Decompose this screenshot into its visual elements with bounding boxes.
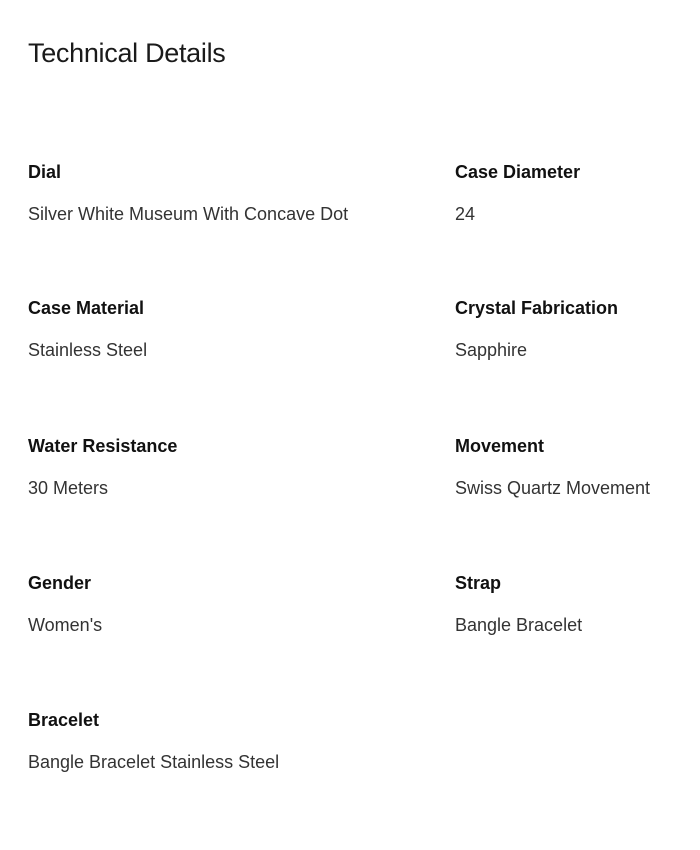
detail-value: Bangle Bracelet — [455, 615, 583, 635]
detail-label: Case Diameter — [455, 162, 581, 182]
page-title: Technical Details — [28, 38, 226, 68]
detail-water-resistance — [28, 435, 177, 499]
detail-label: Crystal Fabrication — [455, 298, 619, 318]
detail-label: Bracelet — [28, 710, 100, 730]
detail-label: Strap — [455, 573, 502, 593]
detail-label: Movement — [455, 436, 545, 456]
detail-gender — [28, 572, 102, 636]
detail-value: Swiss Quartz Movement — [455, 478, 651, 498]
detail-value: Silver White Museum With Concave Dot — [28, 204, 349, 224]
detail-case-material — [28, 297, 147, 361]
detail-value: Bangle Bracelet Stainless Steel — [28, 752, 280, 772]
detail-label: Gender — [28, 573, 92, 593]
detail-strap — [455, 572, 582, 636]
detail-bracelet — [28, 709, 279, 773]
detail-crystal-fabrication — [455, 297, 618, 361]
detail-label: Case Material — [28, 298, 145, 318]
detail-value: Sapphire — [455, 340, 528, 360]
detail-value: 30 Meters — [28, 478, 109, 498]
detail-case-diameter — [455, 161, 580, 225]
detail-value: Women's — [28, 615, 103, 635]
detail-dial — [28, 161, 348, 225]
detail-value: 24 — [455, 204, 476, 224]
detail-label: Dial — [28, 162, 62, 182]
detail-value: Stainless Steel — [28, 340, 148, 360]
detail-movement — [455, 435, 650, 499]
detail-label: Water Resistance — [28, 436, 178, 456]
